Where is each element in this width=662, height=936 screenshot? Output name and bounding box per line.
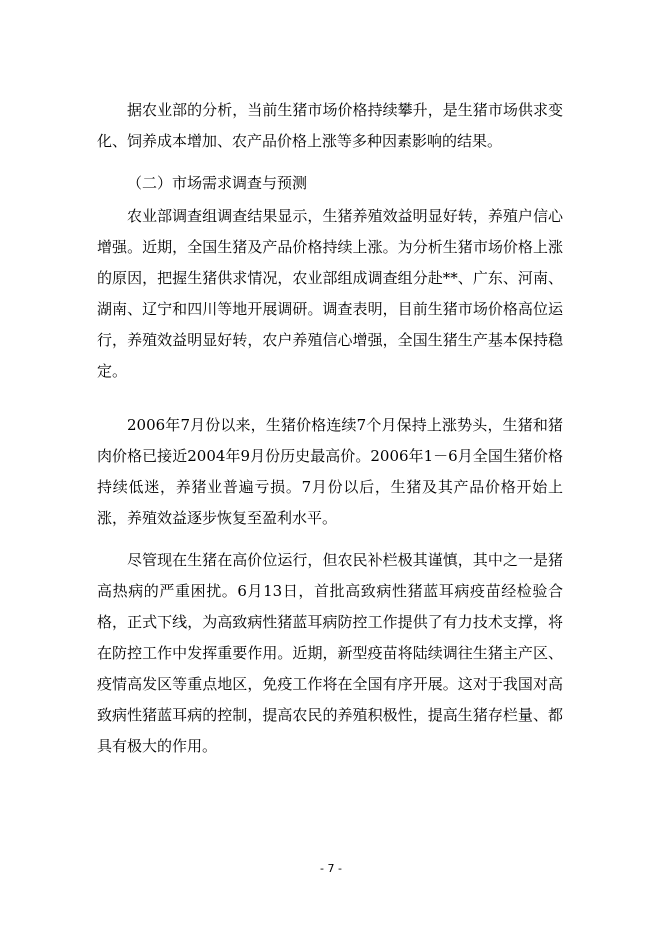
paragraph-vaccine: 尽管现在生猪在高价位运行，但农民补栏极其谨慎，其中之一是猪高热病的严重困扰。6月13日，首批高致病性猪蓝耳病疫苗经检验合格，正式下线，为高致病性猪蓝耳病防控工作提供了有力技术支撑，将在防控工作中发挥重要作用。近期，新型疫苗将陆续调往生猪主产区、疫情高发区等重点地区，免疫工作将在全国有序开展。这对于我国对高致病性猪蓝耳病的控制，提高农民的养殖积极性，提高生猪存栏量、都具有极大的作用。	[97, 551, 563, 755]
page-number: - 7 -	[320, 862, 342, 875]
paragraph-survey-results: 农业部调查组调查结果显示，生猪养殖效益明显好转，养殖户信心增强。近期，全国生猪及产品价格持续上涨。为分析生猪市场价格上涨的原因，把握生猪供求情况，农业部组成调查组分赴**、广东、河南、湖南、辽宁和四川等地开展调研。调查表明，目前生猪市场价格高位运行，养殖效益明显好转，农户养殖信心增强，全国生猪生产基本保持稳定。	[97, 207, 563, 380]
section-heading: （二）市场需求调查与预测	[127, 174, 308, 192]
paragraph-market-analysis: 据农业部的分析，当前生猪市场价格持续攀升，是生猪市场供求变化、饲养成本增加、农产品价格上涨等多种因素影响的结果。	[97, 101, 563, 150]
paragraph-price-trend: 2006年7月份以来，生猪价格连续7个月保持上涨势头，生猪和猪肉价格已接近2004年9月份历史最高价。2006年1－6月全国生猪价格持续低迷，养猪业普遍亏损。7月份以后，生猪及其产品价格开始上涨，养殖效益逐步恢复至盈利水平。	[97, 416, 563, 527]
